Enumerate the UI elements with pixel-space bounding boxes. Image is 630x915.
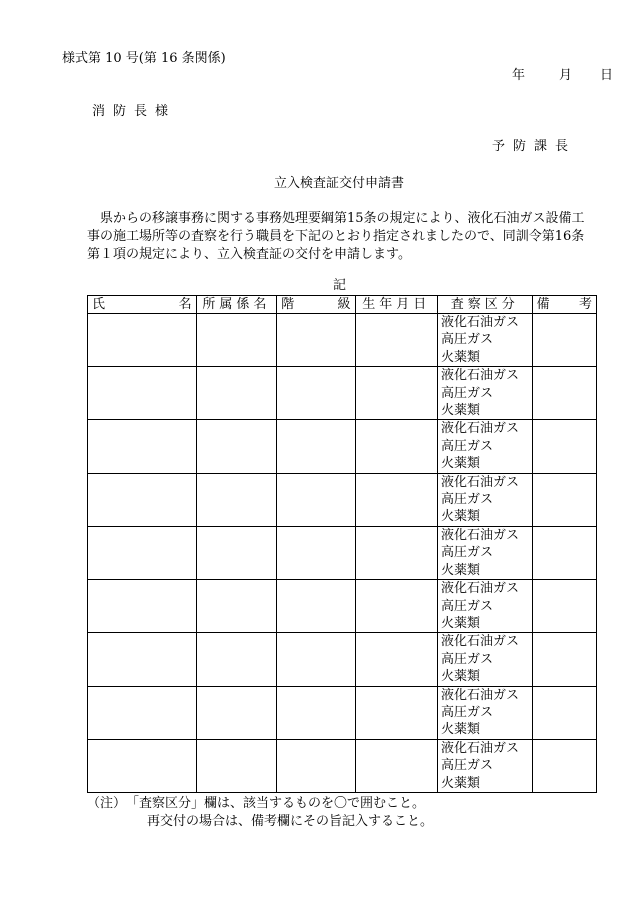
- cell-category[interactable]: [438, 739, 533, 792]
- table-row: [88, 526, 597, 579]
- cell-name: [88, 633, 197, 686]
- cell-rank: [277, 367, 355, 420]
- category-option[interactable]: 液化石油ガス: [441, 581, 520, 597]
- cell-department: [196, 473, 276, 526]
- note-line: （注） 「査察区分」欄は、該当するものを〇で囲むこと。: [87, 796, 426, 811]
- cell-name: [88, 739, 197, 792]
- category-option[interactable]: 火薬類: [441, 615, 481, 631]
- cell-department: [196, 367, 276, 420]
- cell-remarks: [532, 633, 596, 686]
- cell-name: [88, 420, 197, 473]
- category-option[interactable]: 高圧ガス: [441, 598, 494, 614]
- cell-department: [196, 739, 276, 792]
- cell-name: [88, 367, 197, 420]
- category-option[interactable]: 液化石油ガス: [441, 368, 520, 384]
- form-number: 様式第 10 号(第 16 条関係): [62, 51, 226, 66]
- category-option[interactable]: 液化石油ガス: [441, 634, 520, 650]
- application-table: [87, 295, 597, 793]
- cell-rank: [277, 686, 355, 739]
- cell-name: [88, 473, 197, 526]
- cell-remarks: [532, 420, 596, 473]
- header-rank: 階 級: [277, 296, 355, 314]
- table-body: [88, 314, 597, 793]
- category-option[interactable]: 火薬類: [441, 775, 481, 791]
- category-option[interactable]: 高圧ガス: [441, 704, 494, 720]
- ki-label: 記: [333, 278, 347, 293]
- category-option[interactable]: 液化石油ガス: [441, 315, 520, 330]
- table-row: [88, 367, 597, 420]
- cell-rank: [277, 420, 355, 473]
- category-option[interactable]: 高圧ガス: [441, 332, 494, 348]
- category-option[interactable]: 高圧ガス: [441, 438, 494, 454]
- cell-birthdate: [355, 314, 437, 367]
- cell-category[interactable]: [438, 633, 533, 686]
- category-option[interactable]: 液化石油ガス: [441, 687, 520, 703]
- header-name: 氏 名: [88, 296, 197, 314]
- cell-rank: [277, 580, 355, 633]
- sender: 予防課長: [492, 139, 577, 154]
- category-option[interactable]: 液化石油ガス: [441, 474, 520, 490]
- header-birthdate: 生年月日: [355, 296, 437, 314]
- document-title: 立入検査証交付申請書: [274, 176, 405, 191]
- cell-category[interactable]: [438, 420, 533, 473]
- cell-rank: [277, 526, 355, 579]
- cell-name: [88, 314, 197, 367]
- table-row: [88, 580, 597, 633]
- date-year-label: 年: [512, 68, 526, 83]
- category-option[interactable]: 高圧ガス: [441, 545, 494, 561]
- body-text: [87, 210, 611, 264]
- header-category: 査察区分: [438, 296, 533, 314]
- cell-remarks: [532, 473, 596, 526]
- table-row: [88, 686, 597, 739]
- cell-rank: [277, 314, 355, 367]
- cell-department: [196, 420, 276, 473]
- cell-category[interactable]: [438, 314, 533, 367]
- category-option[interactable]: 液化石油ガス: [441, 527, 520, 543]
- table-header-row: [88, 296, 597, 314]
- cell-category[interactable]: [438, 473, 533, 526]
- cell-birthdate: [355, 367, 437, 420]
- body-line: 事の施工場所等の査察を行う職員を下記のとおり指定されましたので、同訓令第16条: [87, 229, 585, 244]
- category-option[interactable]: 火薬類: [441, 562, 481, 578]
- cell-birthdate: [355, 580, 437, 633]
- cell-birthdate: [355, 526, 437, 579]
- cell-department: [196, 314, 276, 367]
- category-option[interactable]: 高圧ガス: [441, 758, 494, 774]
- cell-remarks: [532, 314, 596, 367]
- category-option[interactable]: 高圧ガス: [441, 385, 494, 401]
- cell-department: [196, 633, 276, 686]
- category-option[interactable]: 火薬類: [441, 722, 481, 738]
- table-row: [88, 473, 597, 526]
- cell-name: [88, 686, 197, 739]
- cell-category[interactable]: [438, 367, 533, 420]
- cell-department: [196, 686, 276, 739]
- cell-birthdate: [355, 739, 437, 792]
- table-row: [88, 420, 597, 473]
- cell-remarks: [532, 367, 596, 420]
- category-option[interactable]: 液化石油ガス: [441, 740, 520, 756]
- date-month-label: 月: [559, 68, 573, 83]
- cell-remarks: [532, 526, 596, 579]
- table-row: [88, 314, 597, 367]
- cell-rank: [277, 739, 355, 792]
- cell-remarks: [532, 739, 596, 792]
- cell-birthdate: [355, 473, 437, 526]
- cell-department: [196, 526, 276, 579]
- header-remarks: 備 考: [532, 296, 596, 314]
- note-line: 再交付の場合は、備考欄にその旨記入すること。: [147, 814, 434, 829]
- category-option[interactable]: 高圧ガス: [441, 492, 494, 508]
- table-row: [88, 633, 597, 686]
- cell-birthdate: [355, 633, 437, 686]
- category-option[interactable]: 火薬類: [441, 403, 481, 419]
- cell-category[interactable]: [438, 686, 533, 739]
- body-line: 県からの移譲事務に関する事務処理要綱第15条の規定により、液化石油ガス設備工: [87, 211, 585, 226]
- cell-rank: [277, 633, 355, 686]
- cell-birthdate: [355, 686, 437, 739]
- body-line: 第１項の規定により、立入検査証の交付を申請します。: [87, 247, 411, 262]
- table-row: [88, 739, 597, 792]
- cell-department: [196, 580, 276, 633]
- cell-remarks: [532, 580, 596, 633]
- cell-name: [88, 526, 197, 579]
- category-option[interactable]: 火薬類: [441, 456, 481, 472]
- cell-birthdate: [355, 420, 437, 473]
- category-option[interactable]: 高圧ガス: [441, 651, 494, 667]
- cell-category[interactable]: [438, 580, 533, 633]
- date-line: [512, 68, 613, 84]
- category-option[interactable]: 液化石油ガス: [441, 421, 520, 437]
- cell-remarks: [532, 686, 596, 739]
- cell-category[interactable]: [438, 526, 533, 579]
- cell-name: [88, 580, 197, 633]
- header-department: 所属係名: [196, 296, 276, 314]
- category-option[interactable]: 火薬類: [441, 509, 481, 525]
- cell-rank: [277, 473, 355, 526]
- addressee: 消防長様: [92, 104, 177, 119]
- date-day-label: 日: [600, 68, 614, 83]
- category-option[interactable]: 火薬類: [441, 349, 481, 365]
- category-option[interactable]: 火薬類: [441, 669, 481, 685]
